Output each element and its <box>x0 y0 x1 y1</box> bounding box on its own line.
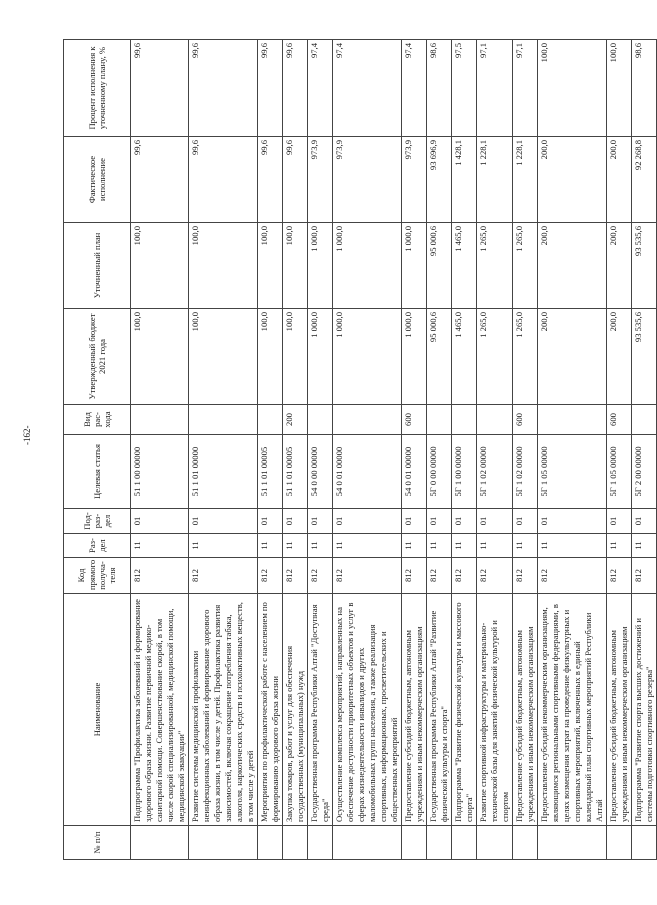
cell-actual: 1 428,1 <box>452 137 477 223</box>
cell-percent: 98,6 <box>427 40 452 137</box>
cell-name: Подпрограмма "Развитие спорта высших достижений и системы подготовки спортивного резерва" <box>632 594 657 826</box>
col-header-actual: Фактическое исполнение <box>64 137 131 223</box>
cell-target-article: 5Г 0 00 00000 <box>427 435 452 509</box>
cell-revised-plan: 100,0 <box>131 223 189 309</box>
cell-name: Развитие спортивной инфраструктуры и материально-технической базы для занятий физической культурой и спортом <box>477 594 513 826</box>
cell-revised-plan: 1 265,0 <box>513 223 538 309</box>
cell-revised-plan: 95 000,6 <box>427 223 452 309</box>
cell-actual: 92 268,8 <box>632 137 657 223</box>
cell-target-article: 51 1 00 00000 <box>131 435 189 509</box>
page-number: -162- <box>22 425 32 445</box>
cell-name: Предоставление субсидий некоммерческим организациям, являющимся региональными спортивными федерациями, в целях возмещения затрат на проведение физкультурных и спортивных мероприятий, включенных в единый календарный план спортивных мероприятий Республики Алтай <box>538 594 607 826</box>
cell-num <box>632 826 657 860</box>
cell-expense-type: 600 <box>402 405 427 435</box>
cell-target-article: 54 0 00 00000 <box>308 435 333 509</box>
cell-name: Осуществление комплекса мероприятий, направленных на обеспечение доступности приоритетных объектов и услуг в сферах жизнедеятельности инвалидов и других маломобильных групп населения, а также реализация спортивных, информационных, просветительских и общественных мероприятий <box>333 594 402 826</box>
cell-revised-plan: 1 000,0 <box>333 223 402 309</box>
rotated-page <box>63 40 654 860</box>
cell-revised-plan: 1 265,0 <box>477 223 513 309</box>
cell-num <box>513 826 538 860</box>
cell-revised-plan: 1 465,0 <box>452 223 477 309</box>
cell-approved-budget: 100,0 <box>131 309 189 405</box>
cell-expense-type <box>333 405 402 435</box>
cell-num <box>333 826 402 860</box>
cell-razdel: 11 <box>513 534 538 558</box>
cell-name: Государственная программа Республики Алтай "Доступная среда" <box>308 594 333 826</box>
cell-percent: 100,0 <box>538 40 607 137</box>
cell-percent: 97,4 <box>402 40 427 137</box>
cell-razdel: 11 <box>452 534 477 558</box>
cell-code: 812 <box>452 558 477 594</box>
cell-name: Закупка товаров, работ и услуг для обеспечения государственных (муниципальных) нужд <box>283 594 308 826</box>
cell-podrazdel: 01 <box>452 509 477 534</box>
cell-percent: 97,5 <box>452 40 477 137</box>
cell-podrazdel: 01 <box>189 509 258 534</box>
cell-target-article: 5Г 1 05 00000 <box>538 435 607 509</box>
cell-name: Предоставление субсидий бюджетным, автономным учреждениям и иным некоммерческим организациям <box>513 594 538 826</box>
col-header-approved-budget: Утвержденный бюджет 2021 года <box>64 309 131 405</box>
cell-code: 812 <box>258 558 283 594</box>
cell-expense-type <box>632 405 657 435</box>
cell-podrazdel: 01 <box>538 509 607 534</box>
table-row <box>452 40 477 860</box>
cell-actual: 99,6 <box>283 137 308 223</box>
table-row <box>632 40 657 860</box>
col-header-razdel: Раз-дел <box>64 534 131 558</box>
col-header-percent: Процент исполнения к уточненному плану, % <box>64 40 131 137</box>
cell-percent: 97,1 <box>477 40 513 137</box>
cell-approved-budget: 100,0 <box>258 309 283 405</box>
table-row <box>308 40 333 860</box>
cell-approved-budget: 1 000,0 <box>402 309 427 405</box>
cell-num <box>477 826 513 860</box>
cell-razdel: 11 <box>258 534 283 558</box>
cell-approved-budget: 200,0 <box>607 309 632 405</box>
cell-num <box>258 826 283 860</box>
cell-actual: 973,9 <box>308 137 333 223</box>
cell-razdel: 11 <box>189 534 258 558</box>
cell-expense-type <box>427 405 452 435</box>
cell-revised-plan: 200,0 <box>538 223 607 309</box>
cell-code: 812 <box>333 558 402 594</box>
cell-approved-budget: 1 265,0 <box>513 309 538 405</box>
cell-code: 812 <box>283 558 308 594</box>
cell-code: 812 <box>189 558 258 594</box>
cell-podrazdel: 01 <box>308 509 333 534</box>
table-row <box>258 40 283 860</box>
cell-percent: 97,1 <box>513 40 538 137</box>
table-row <box>402 40 427 860</box>
cell-podrazdel: 01 <box>258 509 283 534</box>
cell-percent: 100,0 <box>607 40 632 137</box>
cell-expense-type: 600 <box>513 405 538 435</box>
cell-actual: 1 228,1 <box>513 137 538 223</box>
cell-code: 812 <box>131 558 189 594</box>
cell-actual: 99,6 <box>131 137 189 223</box>
col-header-name: Наименование <box>64 594 131 826</box>
cell-razdel: 11 <box>308 534 333 558</box>
cell-num <box>131 826 189 860</box>
cell-approved-budget: 95 000,6 <box>427 309 452 405</box>
cell-actual: 973,9 <box>333 137 402 223</box>
cell-target-article: 51 1 01 00005 <box>283 435 308 509</box>
cell-name: Государственная программа Республики Алтай "Развитие физической культуры и спорта" <box>427 594 452 826</box>
cell-target-article: 54 0 01 00000 <box>402 435 427 509</box>
cell-approved-budget: 1 265,0 <box>477 309 513 405</box>
table-row <box>538 40 607 860</box>
cell-name: Развитие системы медицинской профилактики неинфекционных заболеваний и формирование здорового образа жизни, в том числе у детей. Профилактика развития зависимостей, включая сокращение потребления табака, алкоголя, наркотических средств и психоактивных веществ, в том числе у детей <box>189 594 258 826</box>
cell-revised-plan: 100,0 <box>189 223 258 309</box>
cell-expense-type: 200 <box>283 405 308 435</box>
cell-razdel: 11 <box>607 534 632 558</box>
cell-actual: 93 696,9 <box>427 137 452 223</box>
cell-podrazdel: 01 <box>402 509 427 534</box>
cell-code: 812 <box>607 558 632 594</box>
cell-code: 812 <box>538 558 607 594</box>
cell-target-article: 51 1 01 00005 <box>258 435 283 509</box>
cell-revised-plan: 1 000,0 <box>402 223 427 309</box>
cell-num <box>427 826 452 860</box>
table-row <box>513 40 538 860</box>
cell-approved-budget: 1 465,0 <box>452 309 477 405</box>
cell-revised-plan: 93 535,6 <box>632 223 657 309</box>
cell-razdel: 11 <box>402 534 427 558</box>
cell-revised-plan: 200,0 <box>607 223 632 309</box>
cell-revised-plan: 100,0 <box>258 223 283 309</box>
col-header-podrazdel: Под-раз-дел <box>64 509 131 534</box>
table-row <box>427 40 452 860</box>
col-header-expense-type: Вид рас-хода <box>64 405 131 435</box>
cell-target-article: 5Г 1 00 00000 <box>452 435 477 509</box>
cell-target-article: 5Г 2 00 00000 <box>632 435 657 509</box>
cell-code: 812 <box>308 558 333 594</box>
cell-num <box>538 826 607 860</box>
cell-actual: 1 228,1 <box>477 137 513 223</box>
cell-expense-type <box>189 405 258 435</box>
cell-podrazdel: 01 <box>477 509 513 534</box>
cell-expense-type <box>477 405 513 435</box>
cell-num <box>402 826 427 860</box>
cell-target-article: 5Г 1 05 00000 <box>607 435 632 509</box>
cell-approved-budget: 100,0 <box>189 309 258 405</box>
cell-actual: 99,6 <box>189 137 258 223</box>
cell-expense-type <box>131 405 189 435</box>
cell-approved-budget: 1 000,0 <box>333 309 402 405</box>
table-row <box>189 40 258 860</box>
col-header-code: Код прямого получа-теля <box>64 558 131 594</box>
col-header-num: № п/п <box>64 826 131 860</box>
cell-name: Мероприятия по профилактической работе с населением по формированию здорового образа жизни <box>258 594 283 826</box>
cell-percent: 99,6 <box>258 40 283 137</box>
cell-razdel: 11 <box>333 534 402 558</box>
cell-num <box>452 826 477 860</box>
cell-razdel: 11 <box>427 534 452 558</box>
cell-percent: 99,6 <box>283 40 308 137</box>
cell-approved-budget: 93 535,6 <box>632 309 657 405</box>
cell-podrazdel: 01 <box>333 509 402 534</box>
cell-num <box>189 826 258 860</box>
cell-expense-type <box>308 405 333 435</box>
table-row <box>607 40 632 860</box>
cell-expense-type: 600 <box>607 405 632 435</box>
cell-expense-type <box>538 405 607 435</box>
budget-table <box>63 39 657 860</box>
cell-num <box>607 826 632 860</box>
cell-percent: 97,4 <box>333 40 402 137</box>
cell-razdel: 11 <box>477 534 513 558</box>
cell-razdel: 11 <box>131 534 189 558</box>
cell-actual: 973,9 <box>402 137 427 223</box>
cell-podrazdel: 01 <box>607 509 632 534</box>
cell-podrazdel: 01 <box>283 509 308 534</box>
cell-actual: 99,6 <box>258 137 283 223</box>
cell-podrazdel: 01 <box>427 509 452 534</box>
cell-revised-plan: 100,0 <box>283 223 308 309</box>
cell-podrazdel: 01 <box>131 509 189 534</box>
cell-percent: 99,6 <box>189 40 258 137</box>
cell-name: Подпрограмма "Развитие физической культуры и массового спорта" <box>452 594 477 826</box>
cell-approved-budget: 100,0 <box>283 309 308 405</box>
cell-code: 812 <box>513 558 538 594</box>
cell-actual: 200,0 <box>538 137 607 223</box>
table-row <box>131 40 189 860</box>
cell-actual: 200,0 <box>607 137 632 223</box>
cell-code: 812 <box>632 558 657 594</box>
cell-revised-plan: 1 000,0 <box>308 223 333 309</box>
cell-podrazdel: 01 <box>513 509 538 534</box>
table-row <box>333 40 402 860</box>
cell-target-article: 54 0 01 00000 <box>333 435 402 509</box>
cell-num <box>283 826 308 860</box>
cell-target-article: 51 1 01 00000 <box>189 435 258 509</box>
table-row <box>283 40 308 860</box>
cell-code: 812 <box>402 558 427 594</box>
cell-expense-type <box>258 405 283 435</box>
cell-approved-budget: 200,0 <box>538 309 607 405</box>
cell-percent: 98,6 <box>632 40 657 137</box>
cell-podrazdel: 01 <box>632 509 657 534</box>
cell-name: Предоставление субсидий бюджетным, автономным учреждениям и иным некоммерческим организациям <box>402 594 427 826</box>
cell-name: Подпрограмма "Профилактика заболеваний и формирование здорового образа жизни. Развитие первичной медико-санитарной помощи. Совершенствование скорой, в том числе скорой специализированной, медицинской помощи, медицинской эвакуации" <box>131 594 189 826</box>
cell-target-article: 5Г 1 02 00000 <box>513 435 538 509</box>
col-header-revised-plan: Уточненный план <box>64 223 131 309</box>
cell-approved-budget: 1 000,0 <box>308 309 333 405</box>
cell-razdel: 11 <box>632 534 657 558</box>
table-row <box>477 40 513 860</box>
cell-code: 812 <box>477 558 513 594</box>
cell-name: Предоставление субсидий бюджетным, автономным учреждениям и иным некоммерческим организациям <box>607 594 632 826</box>
cell-code: 812 <box>427 558 452 594</box>
cell-razdel: 11 <box>283 534 308 558</box>
cell-razdel: 11 <box>538 534 607 558</box>
cell-expense-type <box>452 405 477 435</box>
header-row <box>64 40 131 860</box>
cell-target-article: 5Г 1 02 00000 <box>477 435 513 509</box>
cell-num <box>308 826 333 860</box>
cell-percent: 97,4 <box>308 40 333 137</box>
col-header-target-article: Целевая статья <box>64 435 131 509</box>
cell-percent: 99,6 <box>131 40 189 137</box>
